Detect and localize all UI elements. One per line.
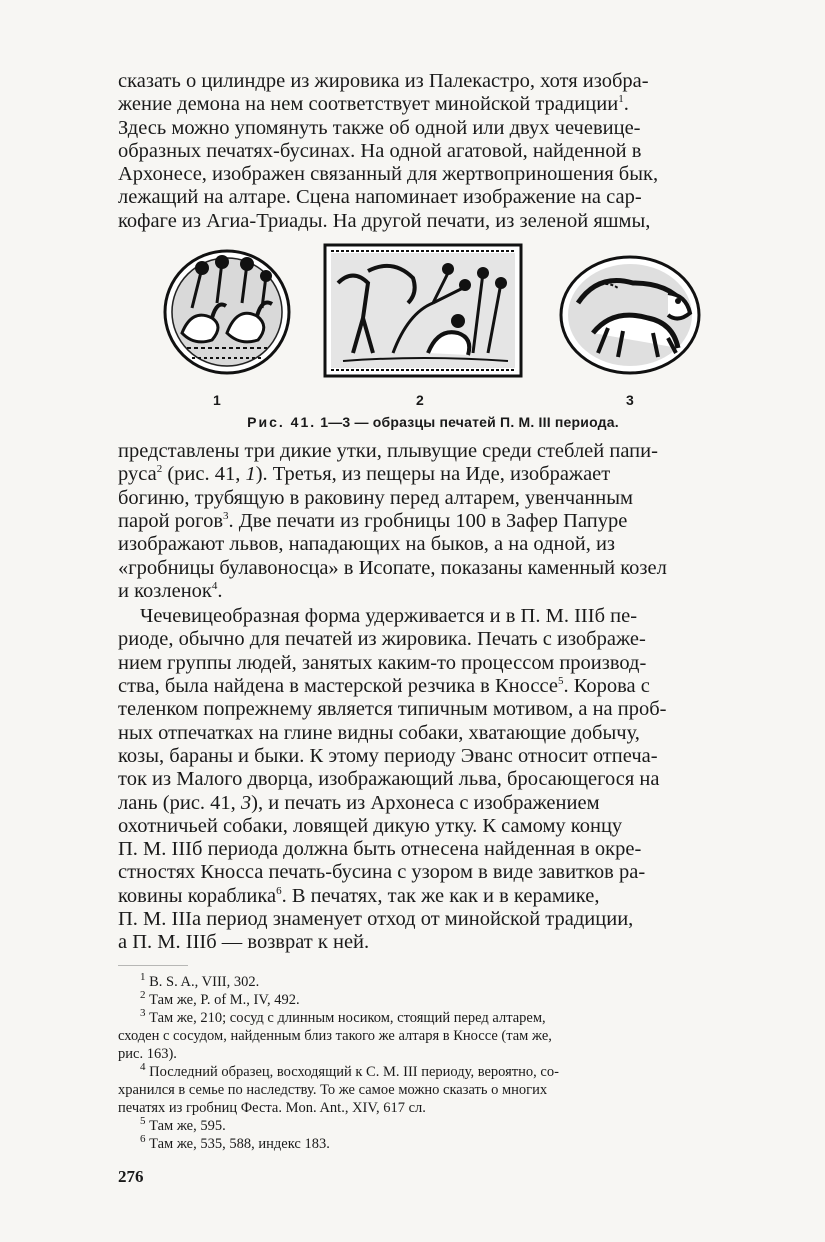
page-number: 276 <box>118 1166 144 1186</box>
text-line: а П. М. IIIб — возврат к ней. <box>118 931 370 954</box>
text-line: Здесь можно упомянуть также об одной или двух чечевице- <box>118 116 641 139</box>
footnote-ref: 5 <box>557 675 564 688</box>
figure-number-3: 3 <box>626 392 634 409</box>
footnote-3-cont: рис. 163). <box>118 1045 177 1062</box>
caption-label: Рис. 41. <box>247 414 317 431</box>
paragraph-2 <box>118 440 748 603</box>
text-line: Архонесе, изображен связанный для жертвоприношения бык, <box>118 163 659 186</box>
footnote-6: $^6$ Там же, 535, 588, индекс 183. <box>140 1132 330 1152</box>
text-line: «гробницы булавоносца» в Исопате, показаны каменный козел <box>118 556 667 579</box>
footnote-ref: 2 <box>156 463 163 476</box>
footnote-4-cont: хранился в семье по наследству. То же самое можно сказать о многих <box>118 1081 548 1098</box>
text-line: нием группы людей, занятых каким-то процессом производ- <box>118 651 647 674</box>
text-line: охотничьей собаки, ловящей дикую утку. К самому концу <box>118 814 623 837</box>
seal-image-2 <box>323 243 523 378</box>
seal-image-3 <box>558 253 703 378</box>
caption-text: 1—3 — образцы печатей П. М. III периода. <box>320 414 619 431</box>
footnote-ref: 4 <box>211 580 218 593</box>
text-line: Чечевицеобразная форма удерживается и в П. М. IIIб пе- <box>140 605 638 628</box>
text-line: ток из Малого дворца, изображающий льва, бросающегося на <box>118 768 660 791</box>
footnote-4: $^4$ Последний образец, восходящий к С. М. III периоду, вероятно, со- <box>140 1060 559 1080</box>
text-line: руса$^2$ (рис. 41, 1). Третья, из пещеры на Иде, изображает <box>118 463 611 486</box>
text-line: представлены три дикие утки, плывущие среди стеблей папи- <box>118 440 658 463</box>
text-line: и козленок$^4$. <box>118 579 223 602</box>
text-line: П. М. IIIа период знаменует отход от минойской традиции, <box>118 908 634 931</box>
figure-numbers <box>118 388 748 414</box>
text-line: лань (рис. 41, 3), и печать из Архонеса с изображением <box>118 791 600 814</box>
footnote-ref: 6 <box>276 884 282 897</box>
figure-41 <box>118 243 748 388</box>
text-line: стностях Кносса печать-бусина с узором в виде завитков ра- <box>118 861 646 884</box>
footnote-3: $^3$ Там же, 210; сосуд с длинным носиком, стоящий перед алтарем, <box>140 1006 546 1026</box>
footnote-ref: 3 <box>223 510 229 523</box>
figure-number-1: 1 <box>213 392 221 409</box>
figure-caption <box>118 414 748 430</box>
seal-image-1 <box>162 248 292 376</box>
footnote-ref: 1 <box>618 93 624 106</box>
text-line: лежащий на алтаре. Сцена напоминает изображение на сар- <box>118 186 642 209</box>
text-line: ных отпечатках на глине видны собаки, хватающие добычу, <box>118 721 640 744</box>
text-line: богиню, трубящую в раковину перед алтарем, увенчанным <box>118 486 633 509</box>
text-line: образных печатях-бусинах. На одной агатовой, найденной в <box>118 139 642 162</box>
footnote-4-cont: печатях из гробниц Феста. Mon. Ant., XIV, 617 сл. <box>118 1099 426 1116</box>
text-line: теленком попрежнему является типичным мотивом, а на проб- <box>118 698 667 721</box>
footnotes <box>118 970 748 1153</box>
page <box>118 70 748 1187</box>
text-line: козы, бараны и быки. К этому периоду Эванс относит отпеча- <box>118 744 658 767</box>
footnote-3-cont: сходен с сосудом, найденным близ такого же алтаря в Кноссе (там же, <box>118 1027 552 1044</box>
text-line: ковины кораблика$^6$. В печатях, так же как и в керамике, <box>118 884 600 907</box>
text-line: жение демона на нем соответствует минойской традиции$^1$. <box>118 93 629 116</box>
text-line: изображают львов, нападающих на быков, а на одной, из <box>118 533 616 556</box>
footnote-divider <box>118 965 188 966</box>
paragraph-1 <box>118 70 748 233</box>
text-line: кофаге из Агиа-Триады. На другой печати, из зеленой яшмы, <box>118 209 651 232</box>
footnote-2: $^2$ Там же, P. of M., IV, 492. <box>140 988 300 1008</box>
paragraph-3 <box>118 605 748 954</box>
text-line: сказать о цилиндре из жировика из Палекастро, хотя изобра- <box>118 70 649 92</box>
figure-number-2: 2 <box>416 392 424 409</box>
text-line: риоде, обычно для печатей из жировика. Печать с изображе- <box>118 628 646 651</box>
text-line: П. М. IIIб периода должна быть отнесена найденная в окре- <box>118 838 642 861</box>
text-line: ства, была найдена в мастерской резчика в Кноссе$^5$. Корова с <box>118 675 650 698</box>
text-line: парой рогов$^3$. Две печати из гробницы 100 в Зафер Папуре <box>118 509 628 532</box>
footnote-1: $^1$ B. S. A., VIII, 302. <box>140 970 260 990</box>
footnote-5: $^5$ Там же, 595. <box>140 1114 226 1134</box>
